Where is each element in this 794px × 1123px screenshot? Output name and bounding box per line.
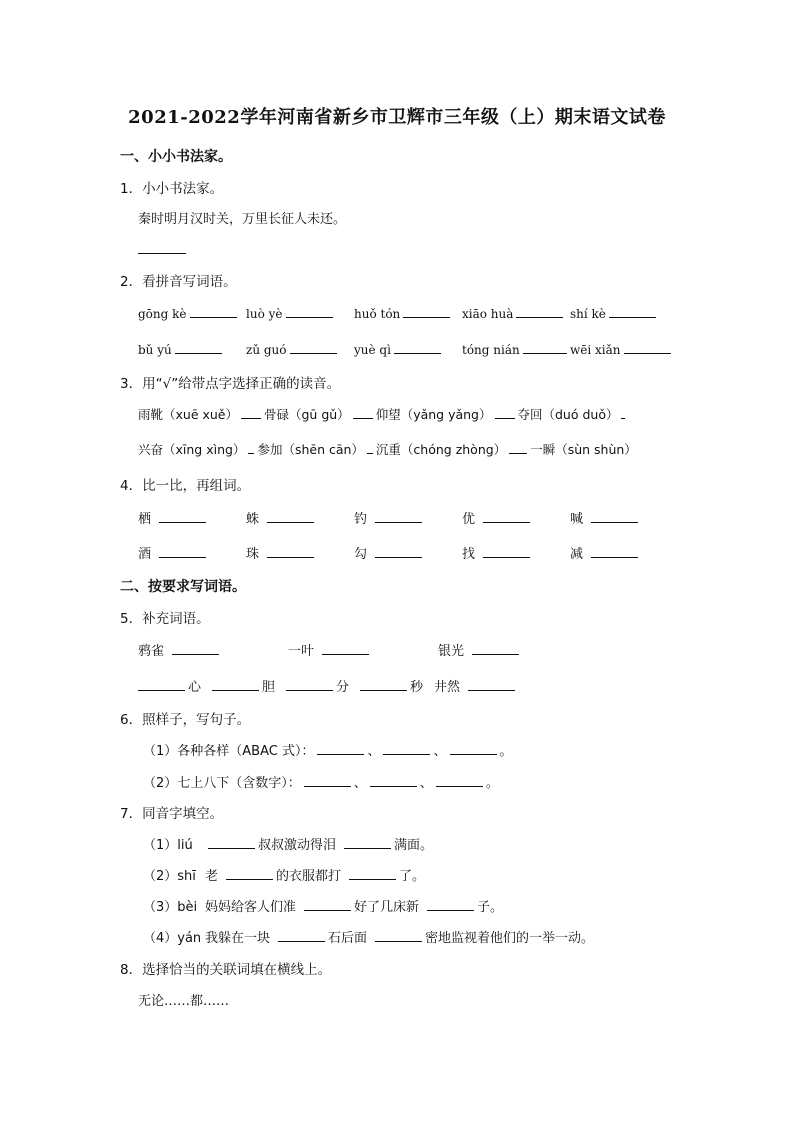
pinyin-row-2: [138, 340, 678, 357]
pinyin-row-1: [138, 304, 678, 321]
idiom-item[interactable]: 鸦雀: [138, 640, 288, 659]
question-2: 2．看拼音写词语。: [120, 274, 237, 290]
word-item[interactable]: 找: [462, 543, 570, 562]
homophone-item-2[interactable]: （2）shī 老 的衣服都打 了。: [143, 865, 425, 884]
idiom-item[interactable]: 胆: [212, 676, 286, 695]
answer-blank[interactable]: [138, 240, 186, 258]
pinyin-item[interactable]: gōng kè: [138, 304, 246, 321]
word-item[interactable]: 蛛: [246, 508, 354, 527]
question-3: 3．用“√”给带点字选择正确的读音。: [120, 376, 341, 392]
pinyin-item[interactable]: xiāo huà: [462, 304, 570, 321]
idiom-item[interactable]: 井然: [434, 676, 534, 695]
question-4: 4．比一比，再组词。: [120, 478, 251, 494]
compare-row-1: [138, 508, 678, 527]
homophone-item-1[interactable]: （1）liú 叔叔激动得泪 满面。: [143, 834, 433, 853]
page-title: 2021-2022学年河南省新乡市卫辉市三年级（上）期末语文试卷: [128, 107, 666, 128]
pinyin-item[interactable]: luò yè: [246, 304, 354, 321]
homophone-item-4[interactable]: （4）yán 我躲在一块 石后面 密地监视着他们的一举一动。: [143, 927, 594, 946]
pronunciation-item[interactable]: 仰望（yǎng yǎng）: [376, 405, 518, 423]
pronunciation-item[interactable]: 兴奋（xīng xìng）: [138, 440, 257, 458]
pronunciation-item[interactable]: 骨碌（gū gǔ）: [264, 405, 376, 423]
idiom-item[interactable]: 分: [286, 676, 360, 695]
pronunciation-item[interactable]: 夺回（duó duǒ）: [518, 405, 629, 423]
pinyin-item[interactable]: huǒ tón: [354, 304, 462, 321]
compare-row-2: [138, 543, 678, 562]
pronunciation-row-2: [138, 440, 678, 458]
pinyin-item[interactable]: shí kè: [570, 304, 678, 321]
idiom-item[interactable]: 一叶: [288, 640, 438, 659]
pronunciation-item[interactable]: 一瞬（sùn shùn）: [530, 442, 637, 457]
section-heading-1: 一、小小书法家。: [120, 149, 232, 165]
word-item[interactable]: 优: [462, 508, 570, 527]
pronunciation-item[interactable]: 参加（shēn cān）: [257, 440, 375, 458]
idiom-item[interactable]: 心: [138, 676, 212, 695]
question-1: 1．小小书法家。: [120, 181, 224, 197]
section-heading-2: 二、按要求写词语。: [120, 579, 246, 595]
poem-line: 秦时明月汉时关，万里长征人未还。: [138, 212, 347, 227]
pinyin-item[interactable]: bǔ yú: [138, 340, 246, 357]
question-7: 7．同音字填空。: [120, 806, 224, 822]
pronunciation-item[interactable]: 沉重（chóng zhòng）: [376, 440, 530, 458]
word-item[interactable]: 勾: [354, 543, 462, 562]
pronunciation-row-1: [138, 405, 678, 423]
idiom-item[interactable]: 银光: [438, 640, 588, 659]
sentence-item-1[interactable]: （1）各种各样（ABAC 式）： 、 、 。: [143, 740, 513, 759]
pinyin-item[interactable]: yuè qì: [354, 340, 462, 357]
word-item[interactable]: 酒: [138, 543, 246, 562]
pinyin-item[interactable]: wēi xiǎn: [570, 340, 678, 357]
homophone-item-3[interactable]: （3）bèi 妈妈给客人们准 好了几床新 子。: [143, 896, 503, 915]
fill-row-1: [138, 640, 678, 659]
conjunction-option: 无论……都……: [138, 994, 230, 1009]
pinyin-item[interactable]: zǔ guó: [246, 340, 354, 357]
question-6: 6．照样子，写句子。: [120, 712, 251, 728]
question-5: 5．补充词语。: [120, 611, 210, 627]
word-item[interactable]: 珠: [246, 543, 354, 562]
word-item[interactable]: 栖: [138, 508, 246, 527]
pinyin-item[interactable]: tóng nián: [462, 340, 570, 357]
word-item[interactable]: 减: [570, 543, 678, 562]
idiom-item[interactable]: 秒: [360, 676, 434, 695]
pronunciation-item[interactable]: 雨靴（xuē xuě）: [138, 405, 264, 423]
question-8: 8．选择恰当的关联词填在横线上。: [120, 962, 332, 978]
sentence-item-2[interactable]: （2）七上八下（含数字）： 、 、 。: [143, 772, 499, 791]
word-item[interactable]: 喊: [570, 508, 678, 527]
word-item[interactable]: 钓: [354, 508, 462, 527]
fill-row-2: [138, 676, 678, 695]
